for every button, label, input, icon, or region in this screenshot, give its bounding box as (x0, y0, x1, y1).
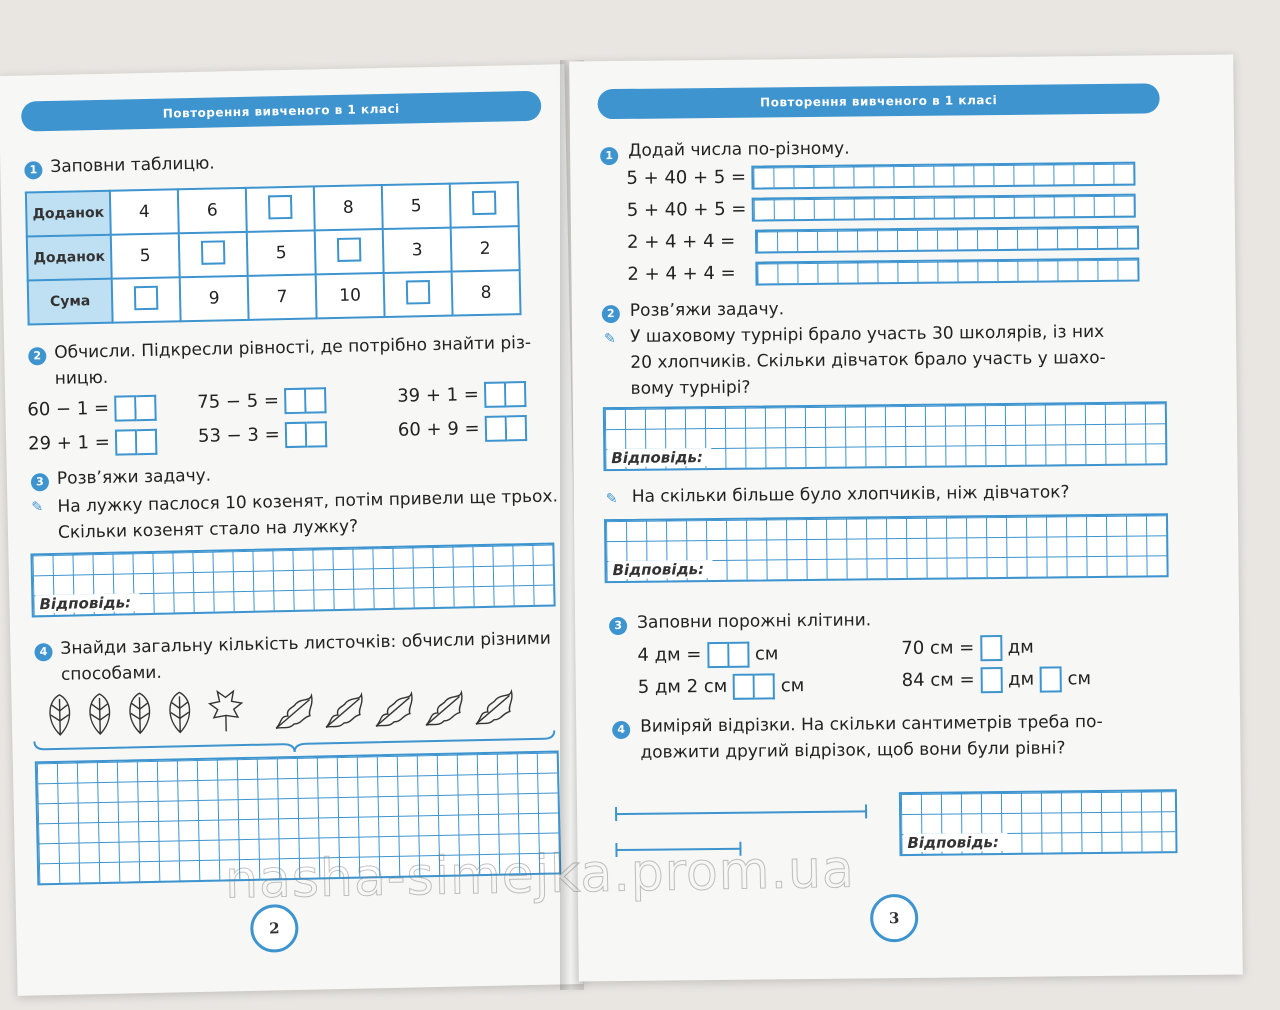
equation (398, 415, 528, 444)
task4-line1: Виміряй відрізки. На скільки сантиметрів треба по- (640, 711, 1103, 737)
answer-label: Відповідь: (608, 560, 712, 579)
answer-box[interactable] (306, 387, 327, 413)
row-label: Доданок (27, 235, 112, 281)
equation-text: 29 + 1 = (27, 431, 111, 455)
conversion-text: 84 см = (901, 669, 975, 692)
empty-cell[interactable] (450, 182, 519, 227)
task-number: 2 (28, 347, 46, 365)
empty-square[interactable] (472, 190, 496, 214)
equation (28, 429, 158, 458)
table-row (28, 270, 521, 324)
equation-text: 39 + 1 = (397, 384, 480, 407)
equation-text: 5 + 40 + 5 = (626, 166, 747, 189)
equation (626, 162, 1136, 191)
equation-text: 5 + 40 + 5 = (626, 198, 747, 221)
equation-text: 53 − 3 = (197, 424, 280, 447)
empty-cell[interactable] (384, 272, 453, 317)
task-number: 2 (602, 305, 620, 323)
empty-square[interactable] (268, 194, 292, 218)
answer-grid[interactable] (752, 194, 1136, 222)
answer-box[interactable] (115, 429, 138, 455)
task3-line1: На лужку паслося 10 козенят, потім привели ще трьох. (57, 486, 559, 517)
table-cell: 3 (383, 228, 452, 273)
answer-box[interactable] (729, 642, 749, 668)
oak-leaf-icon (375, 694, 412, 727)
left-header: Повторення вивченого в 1 класі (21, 91, 542, 132)
task4-line2: довжити другий відрізок, щоб вони були рівні? (640, 738, 1066, 763)
empty-square[interactable] (337, 237, 361, 261)
task2-text-line1: Обчисли. Підкресли рівності, де потрібно знайти різ- (54, 332, 532, 363)
conversion (902, 666, 1092, 694)
answer-box[interactable] (1040, 666, 1062, 692)
answer-box[interactable] (980, 667, 1002, 693)
conversion (637, 641, 778, 668)
task2-line2: 20 хлопчиків. Скільки дівчаток брало участь у шахо- (630, 347, 1106, 373)
page-number: 3 (870, 894, 919, 943)
answer-label: Відповідь: (35, 593, 139, 613)
answer-box[interactable] (733, 674, 755, 700)
solution-grid[interactable] (35, 750, 561, 885)
task-number: 1 (600, 147, 618, 165)
answer-box[interactable] (137, 395, 158, 421)
equation-text: 2 + 4 + 4 = (627, 262, 736, 285)
answer-box[interactable] (707, 642, 729, 668)
oak-leaf-icon (425, 692, 462, 725)
answer-box[interactable] (485, 415, 508, 441)
conversion-text: 4 дм = (637, 644, 702, 666)
answer-box[interactable] (506, 381, 527, 407)
sum-table (25, 181, 522, 325)
answer-box[interactable] (307, 421, 328, 447)
task3-text: Заповни порожні клітини. (636, 610, 872, 633)
task4-line1: Знайди загальну кількість листочків: обчисли різними (60, 628, 552, 659)
answer-box[interactable] (980, 635, 1002, 661)
maple-leaf-icon (209, 691, 242, 732)
task2-line1: У шаховому турнірі брало участь 30 школярів, із них (629, 321, 1105, 347)
oak-leaf-icon (275, 696, 312, 729)
unit-label: дм (1007, 668, 1035, 690)
equation (627, 258, 1125, 287)
table-cell: 6 (178, 188, 247, 233)
row-label: Сума (28, 279, 113, 325)
equation (397, 381, 527, 410)
table-cell: 7 (248, 274, 317, 319)
answer-grid[interactable] (603, 401, 1168, 471)
answer-label: Відповідь: (607, 448, 711, 467)
task-number: 1 (24, 161, 42, 179)
conversion-text: 5 дм 2 см (637, 675, 728, 698)
task2-question2: На скільки більше було хлопчиків, ніж дівчаток? (631, 482, 1070, 507)
equation-text: 60 + 9 = (397, 418, 480, 441)
unit-label: см (1067, 668, 1092, 690)
equation-text: 60 − 1 = (27, 397, 110, 421)
task3-line2: Скільки козенят стало на лужку? (57, 516, 359, 543)
empty-square[interactable] (134, 285, 158, 309)
equation (627, 226, 1125, 255)
equation (198, 421, 328, 450)
answer-grid[interactable] (755, 258, 1139, 286)
empty-square[interactable] (406, 280, 430, 304)
birch-leaf-icon (130, 693, 150, 733)
table-cell: 5 (111, 233, 180, 278)
page-number: 2 (250, 904, 299, 953)
task-number: 4 (34, 643, 52, 661)
equation-text: 75 − 5 = (197, 390, 280, 413)
birch-leaf-icon (170, 692, 190, 732)
answer-box[interactable] (755, 673, 775, 699)
equation (627, 194, 1137, 223)
oak-leaf-icon (325, 695, 362, 728)
unit-label: см (754, 643, 779, 665)
equation (197, 387, 327, 416)
answer-box[interactable] (115, 395, 138, 421)
task-number: 3 (609, 617, 627, 635)
table-cell: 2 (451, 226, 520, 271)
conversion (638, 673, 805, 701)
answer-grid[interactable] (30, 542, 555, 617)
conversion-text: 70 см = (901, 637, 975, 660)
pencil-icon: ✎ (31, 499, 44, 516)
task1-text: Заповни таблицю. (50, 153, 215, 177)
task2-text-line2: ницю. (54, 367, 109, 389)
segment-long (615, 810, 867, 815)
task4-line2: способами. (60, 662, 162, 685)
answer-grid[interactable] (604, 513, 1169, 583)
task2-text: Розв’яжи задачу. (629, 299, 785, 321)
table-cell: 5 (382, 184, 451, 229)
answer-box[interactable] (507, 415, 528, 441)
answer-grid[interactable] (899, 789, 1178, 856)
answer-box[interactable] (484, 381, 507, 407)
birch-leaf-icon (50, 695, 70, 735)
right-page (569, 55, 1243, 982)
empty-cell[interactable] (246, 186, 315, 231)
answer-grid[interactable] (752, 162, 1136, 190)
unit-label: см (780, 675, 805, 697)
empty-cell[interactable] (315, 229, 384, 274)
task3-text: Розв’яжи задачу. (56, 465, 212, 489)
left-page (0, 64, 584, 996)
unit-label: дм (1007, 636, 1034, 658)
table-cell: 10 (316, 273, 385, 318)
task2-line3: вому турнірі? (630, 377, 751, 399)
table-cell: 4 (110, 189, 179, 234)
answer-box[interactable] (137, 429, 158, 455)
table-cell: 8 (314, 185, 383, 230)
empty-cell[interactable] (112, 277, 181, 322)
answer-grid[interactable] (755, 226, 1139, 254)
row-label: Доданок (26, 191, 111, 237)
pencil-icon: ✎ (605, 491, 618, 508)
birch-leaf-icon (90, 694, 110, 734)
answer-box[interactable] (285, 422, 308, 448)
task-number: 3 (31, 473, 49, 491)
task-number: 4 (612, 721, 630, 739)
answer-box[interactable] (284, 388, 307, 414)
oak-leaf-icon (475, 691, 512, 724)
pencil-icon: ✎ (604, 331, 616, 348)
table-cell: 8 (452, 270, 521, 315)
segment-short (615, 848, 741, 851)
empty-cell[interactable] (179, 232, 248, 277)
equation-text: 2 + 4 + 4 = (626, 230, 736, 253)
equation (27, 395, 157, 424)
table-cell: 5 (247, 230, 316, 275)
right-header: Повторення вивченого в 1 класі (597, 83, 1159, 119)
empty-square[interactable] (201, 240, 225, 264)
task1-text: Додай числа по-різному. (628, 138, 850, 161)
conversion (901, 635, 1034, 662)
table-cell: 9 (180, 276, 249, 321)
answer-label: Відповідь: (903, 833, 1007, 852)
